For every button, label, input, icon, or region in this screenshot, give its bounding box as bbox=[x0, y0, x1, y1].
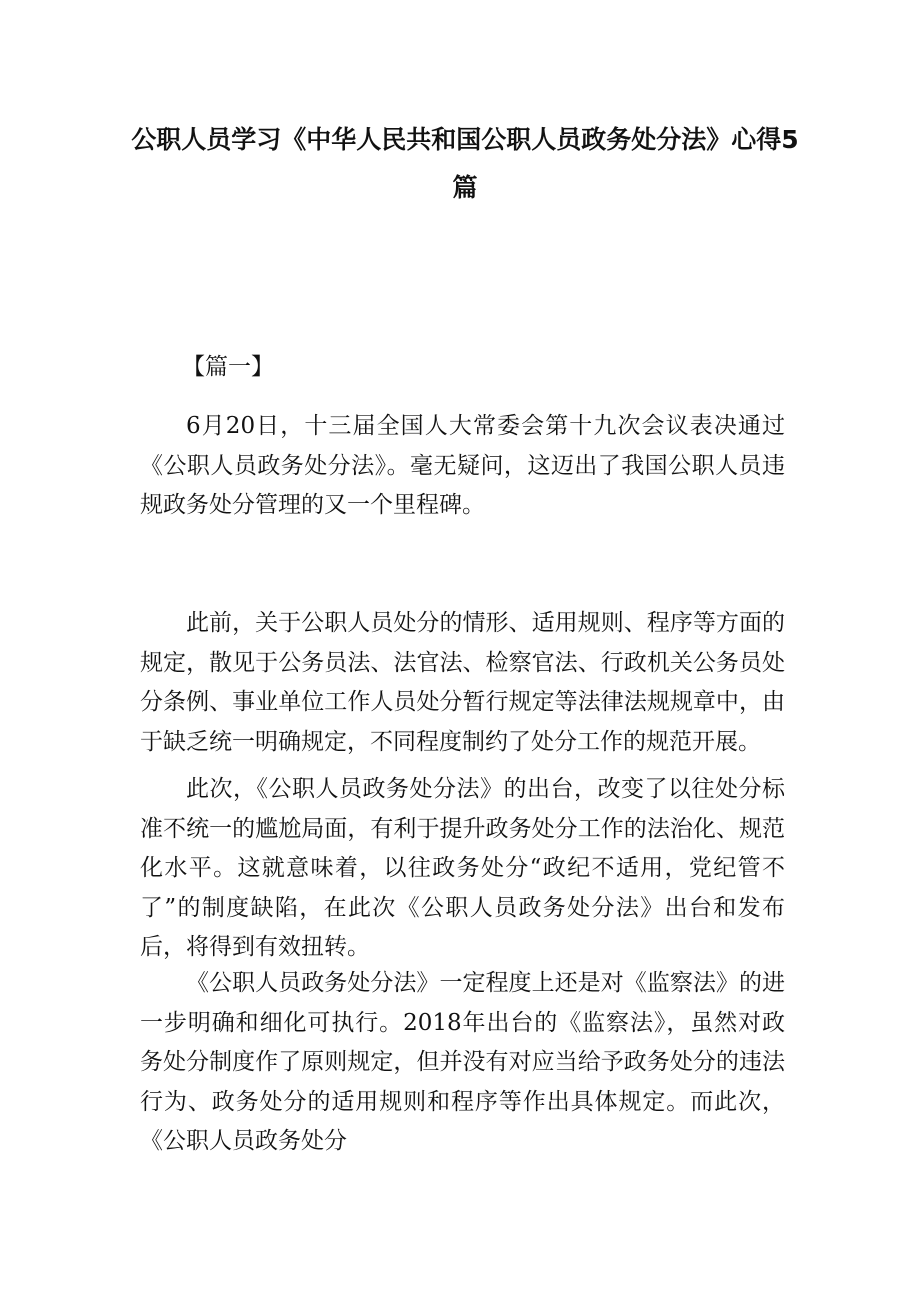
section-heading: 【篇一】 bbox=[182, 354, 274, 380]
paragraph-2: 此前，关于公职人员处分的情形、适用规则、程序等方面的规定，散见于公务员法、法官法、检察官法、行政机关公务员处分条例、事业单位工作人员处分暂行规定等法律法规规章中，由于缺乏统一明确规定，不同程度制约了处分工作的规范开展。 bbox=[140, 610, 785, 755]
paragraph-3: 此次，《公职人员政务处分法》的出台，改变了以往处分标准不统一的尴尬局面，有利于提升政务处分工作的法治化、规范化水平。这就意味着，以往政务处分“政纪不适用，党纪管不了”的制度缺陷，在此次《公职人员政务处分法》出台和发布后，将得到有效扭转。 bbox=[140, 776, 785, 960]
paragraph-4: 《公职人员政务处分法》一定程度上还是对《监察法》的进一步明确和细化可执行。2018年出台的《监察法》，虽然对政务处分制度作了原则规定，但并没有对应当给予政务处分的违法行为、政务处分的适用规则和程序等作出具体规定。而此次，《公职人员政务处分 bbox=[140, 970, 785, 1154]
paragraph-1: 6月20日，十三届全国人大常委会第十九次会议表决通过《公职人员政务处分法》。毫无疑问，这迈出了我国公职人员违规政务处分管理的又一个里程碑。 bbox=[140, 413, 785, 518]
document-title: 公职人员学习《中华人民共和国公职人员政务处分法》心得5篇 bbox=[131, 125, 799, 202]
